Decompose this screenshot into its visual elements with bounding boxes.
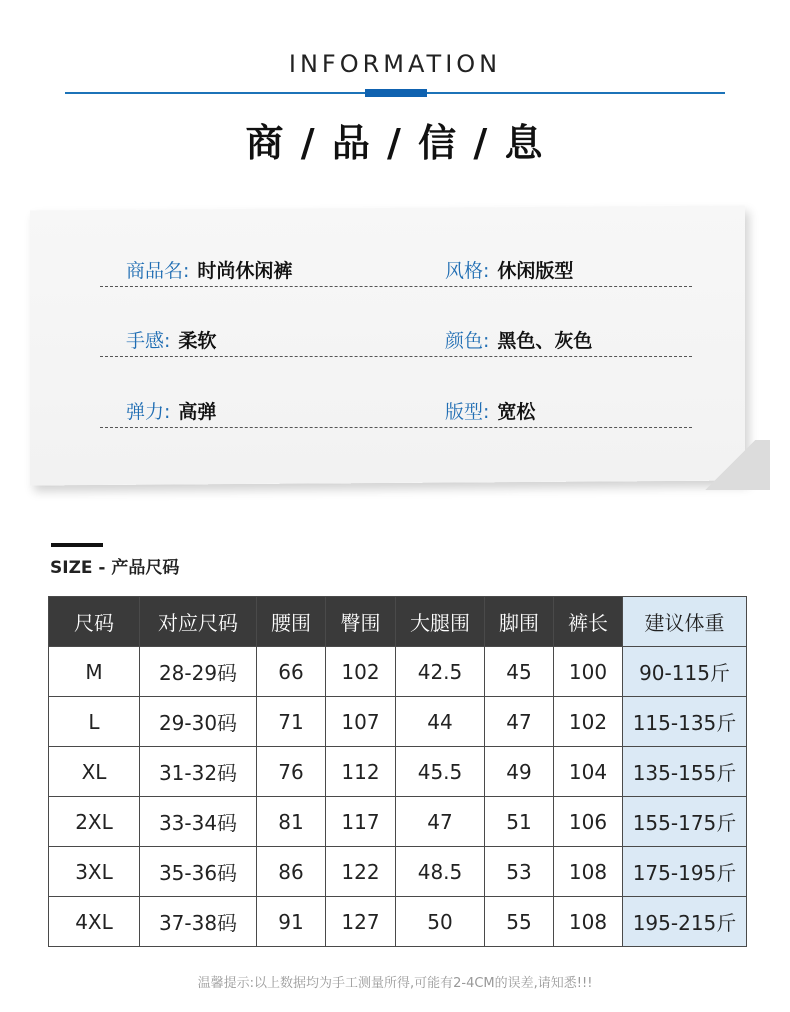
table-row: [49, 647, 747, 697]
card-fold-corner: [690, 440, 770, 490]
table-cell: 122: [326, 847, 396, 897]
table-cell: 48.5: [396, 847, 485, 897]
table-cell: 4XL: [49, 897, 140, 947]
info-row-2: [100, 300, 692, 357]
info-row-1: [100, 230, 692, 287]
table-cell: 50: [396, 897, 485, 947]
table-cell: 29-30码: [140, 697, 257, 747]
table-cell: 31-32码: [140, 747, 257, 797]
info-value: 时尚休闲裤: [197, 260, 293, 282]
info-value: 高弹: [178, 401, 217, 423]
table-cell: 55: [485, 897, 554, 947]
table-cell: 175-195斤: [623, 847, 747, 897]
header-cell: 臀围: [326, 597, 396, 647]
table-cell: 91: [257, 897, 326, 947]
info-value: 休闲版型: [497, 260, 574, 282]
header-cell: 大腿围: [396, 597, 485, 647]
table-cell: 76: [257, 747, 326, 797]
header-cell: 腰围: [257, 597, 326, 647]
title-chinese: 商 / 品 / 信 / 息: [245, 121, 545, 165]
info-style: [445, 256, 573, 283]
table-cell: 102: [326, 647, 396, 697]
table-cell: 117: [326, 797, 396, 847]
table-cell: 42.5: [396, 647, 485, 697]
table-cell: 44: [396, 697, 485, 747]
info-label: 颜色:: [445, 330, 490, 352]
info-label: 手感:: [126, 330, 171, 352]
table-cell: 195-215斤: [623, 897, 747, 947]
table-row: [49, 847, 747, 897]
table-row: [49, 797, 747, 847]
info-fit: [445, 397, 535, 424]
table-row: [49, 747, 747, 797]
table-cell: 47: [396, 797, 485, 847]
table-cell: 53: [485, 847, 554, 897]
info-label: 版型:: [445, 401, 490, 423]
table-cell: 49: [485, 747, 554, 797]
table-cell: 104: [554, 747, 623, 797]
table-cell: XL: [49, 747, 140, 797]
size-table: [48, 596, 747, 947]
table-cell: 107: [326, 697, 396, 747]
table-cell: 155-175斤: [623, 797, 747, 847]
table-cell: 2XL: [49, 797, 140, 847]
table-cell: 135-155斤: [623, 747, 747, 797]
table-cell: 108: [554, 847, 623, 897]
info-value: 柔软: [178, 330, 217, 352]
info-value: 黑色、灰色: [497, 330, 593, 352]
table-cell: L: [49, 697, 140, 747]
size-table-header: [49, 597, 747, 647]
table-cell: 33-34码: [140, 797, 257, 847]
header-cell: 裤长: [554, 597, 623, 647]
table-cell: 71: [257, 697, 326, 747]
table-cell: 66: [257, 647, 326, 697]
table-cell: 90-115斤: [623, 647, 747, 697]
size-section-title: SIZE - 产品尺码: [50, 558, 180, 578]
table-cell: 108: [554, 897, 623, 947]
info-color: [445, 326, 592, 353]
measurement-note: 温馨提示:以上数据均为手工测量所得,可能有2-4CM的误差,请知悉!!!: [197, 976, 593, 991]
header-cell: 对应尺码: [140, 597, 257, 647]
table-cell: 51: [485, 797, 554, 847]
table-cell: 115-135斤: [623, 697, 747, 747]
info-value: 宽松: [497, 401, 536, 423]
table-cell: 106: [554, 797, 623, 847]
header-cell: 尺码: [49, 597, 140, 647]
table-cell: 37-38码: [140, 897, 257, 947]
table-cell: 47: [485, 697, 554, 747]
size-accent-bar: [51, 543, 103, 547]
info-feel: [126, 326, 216, 353]
table-cell: 35-36码: [140, 847, 257, 897]
table-cell: 28-29码: [140, 647, 257, 697]
title-english: INFORMATION: [288, 50, 502, 78]
table-cell: 45.5: [396, 747, 485, 797]
table-cell: 81: [257, 797, 326, 847]
table-cell: 86: [257, 847, 326, 897]
info-product-name: [126, 256, 292, 283]
table-cell: 127: [326, 897, 396, 947]
info-elasticity: [126, 397, 216, 424]
table-cell: 112: [326, 747, 396, 797]
table-cell: 102: [554, 697, 623, 747]
table-cell: 100: [554, 647, 623, 697]
table-cell: M: [49, 647, 140, 697]
table-cell: 45: [485, 647, 554, 697]
header-cell: 脚围: [485, 597, 554, 647]
table-cell: 3XL: [49, 847, 140, 897]
info-label: 风格:: [445, 260, 490, 282]
table-row: [49, 897, 747, 947]
title-accent-bar: [365, 89, 427, 97]
table-row: [49, 697, 747, 747]
info-row-3: [100, 371, 692, 428]
header-cell: 建议体重: [623, 597, 747, 647]
info-label: 弹力:: [126, 401, 171, 423]
info-label: 商品名:: [126, 260, 190, 282]
